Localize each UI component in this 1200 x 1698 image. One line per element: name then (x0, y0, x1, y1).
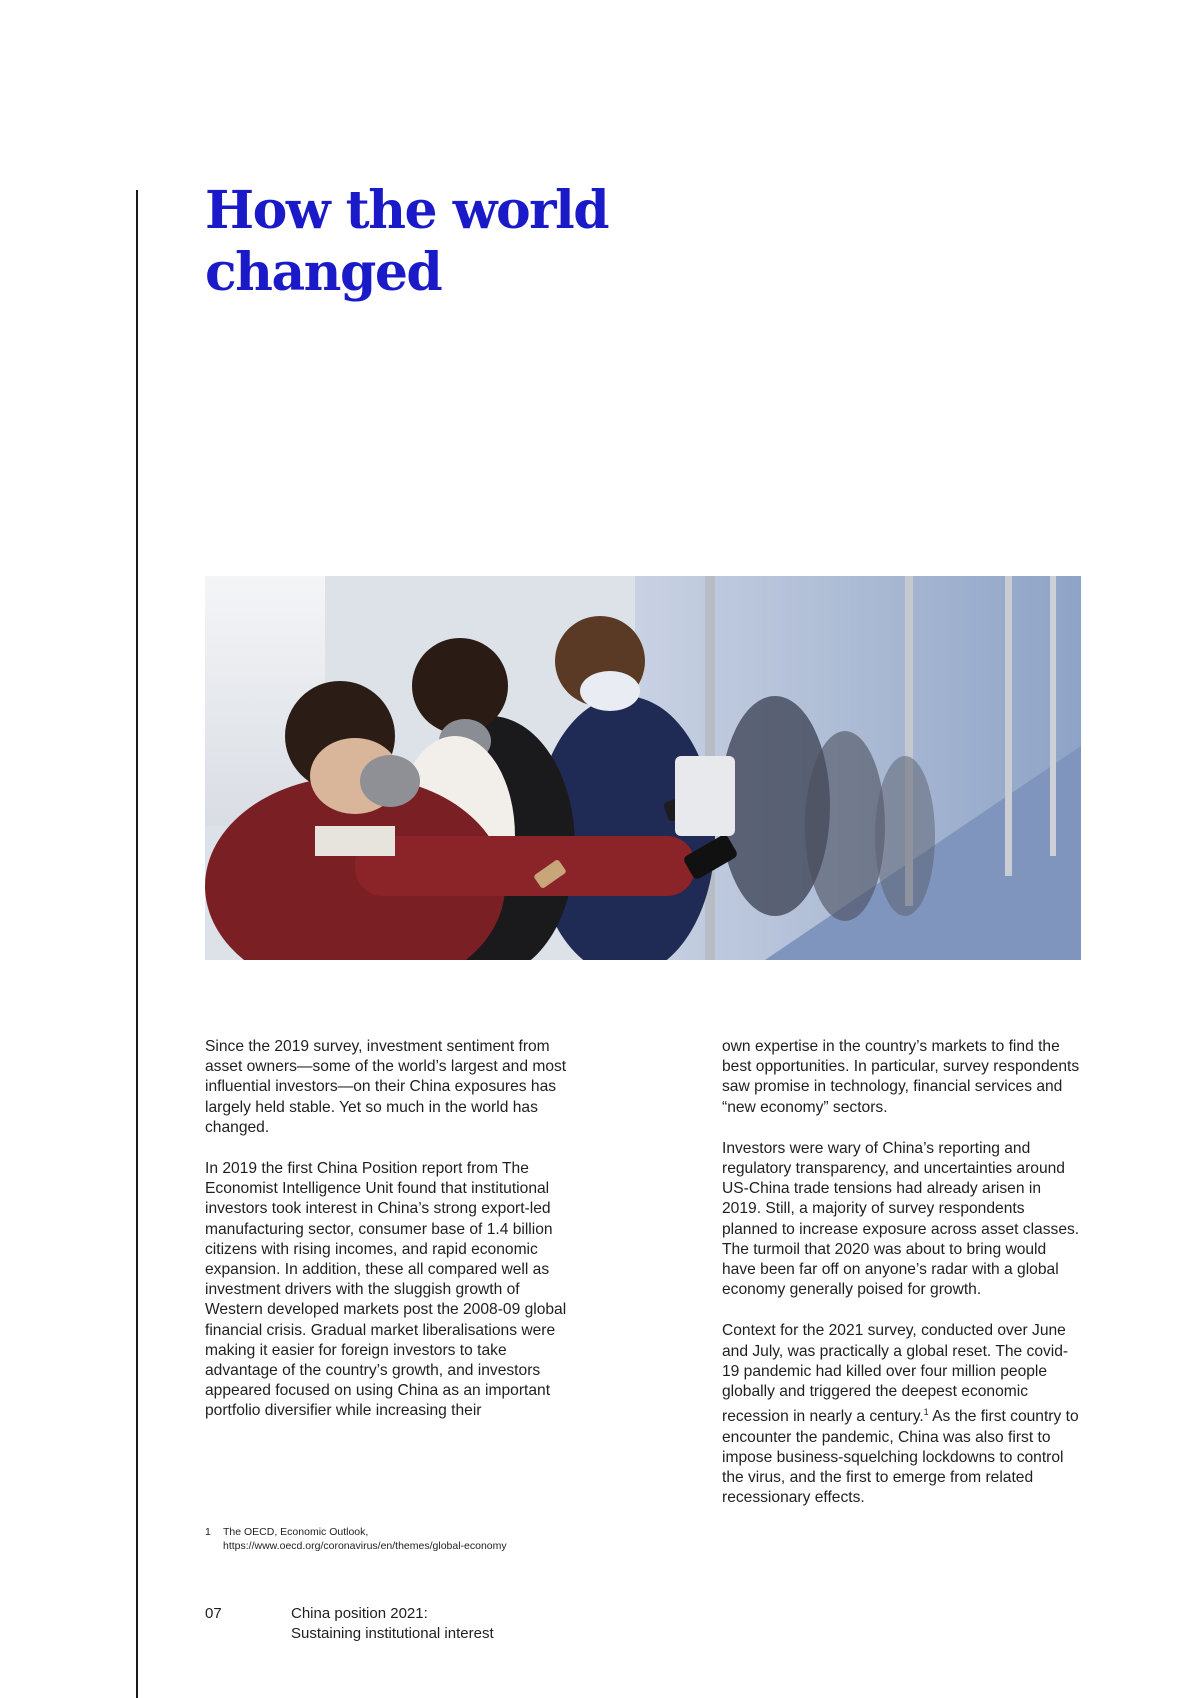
footnote (205, 1525, 575, 1553)
paragraph-left-1: Since the 2019 survey, investment sentiment from asset owners—some of the world’s largest and most influential investors—on their China exposures has largely held stable. Yet so much in the world has changed. (205, 1038, 567, 1136)
footnote-reference: 1 (923, 1407, 929, 1418)
left-margin-rule (136, 190, 138, 1698)
paragraph-right-3-part-2: As the first country to encounter the pandemic, China was also first to impose business-squelching lockdowns to control the virus, and the first to emerge from related recessionary effects. (722, 1408, 1079, 1507)
body-column-right (722, 1037, 1084, 1529)
paragraph-right-3-part-1: Context for the 2021 survey, conducted over June and July, was practically a global reset. The covid-19 pandemic had killed over four million people globally and triggered the deepest economic recession in nearly a century. (722, 1322, 1069, 1426)
footnote-text: The OECD, Economic Outlook, https://www.oecd.org/coronavirus/en/themes/global-economy (223, 1526, 507, 1552)
paragraph-left-2: In 2019 the first China Position report from The Economist Intelligence Unit found that institutional investors took interest in China’s strong export-led manufacturing sector, consumer base of 1.4 billion citizens with rising incomes, and rapid economic expansion. In addition, these all compared well as investment drivers with the sluggish growth of Western developed markets post the 2008-09 global financial crisis. Gradual market liberalisations were making it easier for foreign investors to take advantage of the country’s growth, and investors appeared focused on using China as an important portfolio diversifier while increasing their (205, 1160, 567, 1420)
photo-illustration (205, 576, 1081, 960)
footer-publication-title (291, 1604, 591, 1644)
footer-title-line-2: Sustaining institutional interest (291, 1625, 494, 1642)
body-column-left (205, 1037, 575, 1443)
footnote-number: 1 (205, 1526, 211, 1538)
paragraph-right-1: own expertise in the country’s markets to find the best opportunities. In particular, survey respondents saw promise in technology, financial services and “new economy” sectors. (722, 1038, 1080, 1116)
paragraph-right-3 (722, 1321, 1084, 1508)
page-number: 07 (205, 1605, 222, 1622)
subway-commuters-photo (205, 576, 1081, 960)
paragraph-right-2: Investors were wary of China’s reporting and regulatory transparency, and uncertainties around US-China trade tensions had already arisen in 2019. Still, a majority of survey respondents planned to increase exposure across asset classes. The turmoil that 2020 was about to bring would have been far off on anyone’s radar with a global economy generally poised for growth. (722, 1139, 1080, 1299)
page-heading-line-1: How the world (205, 180, 609, 241)
page-heading (205, 180, 805, 304)
footer-title-line-1: China position 2021: (291, 1605, 428, 1622)
page-heading-line-2: changed (205, 242, 442, 303)
